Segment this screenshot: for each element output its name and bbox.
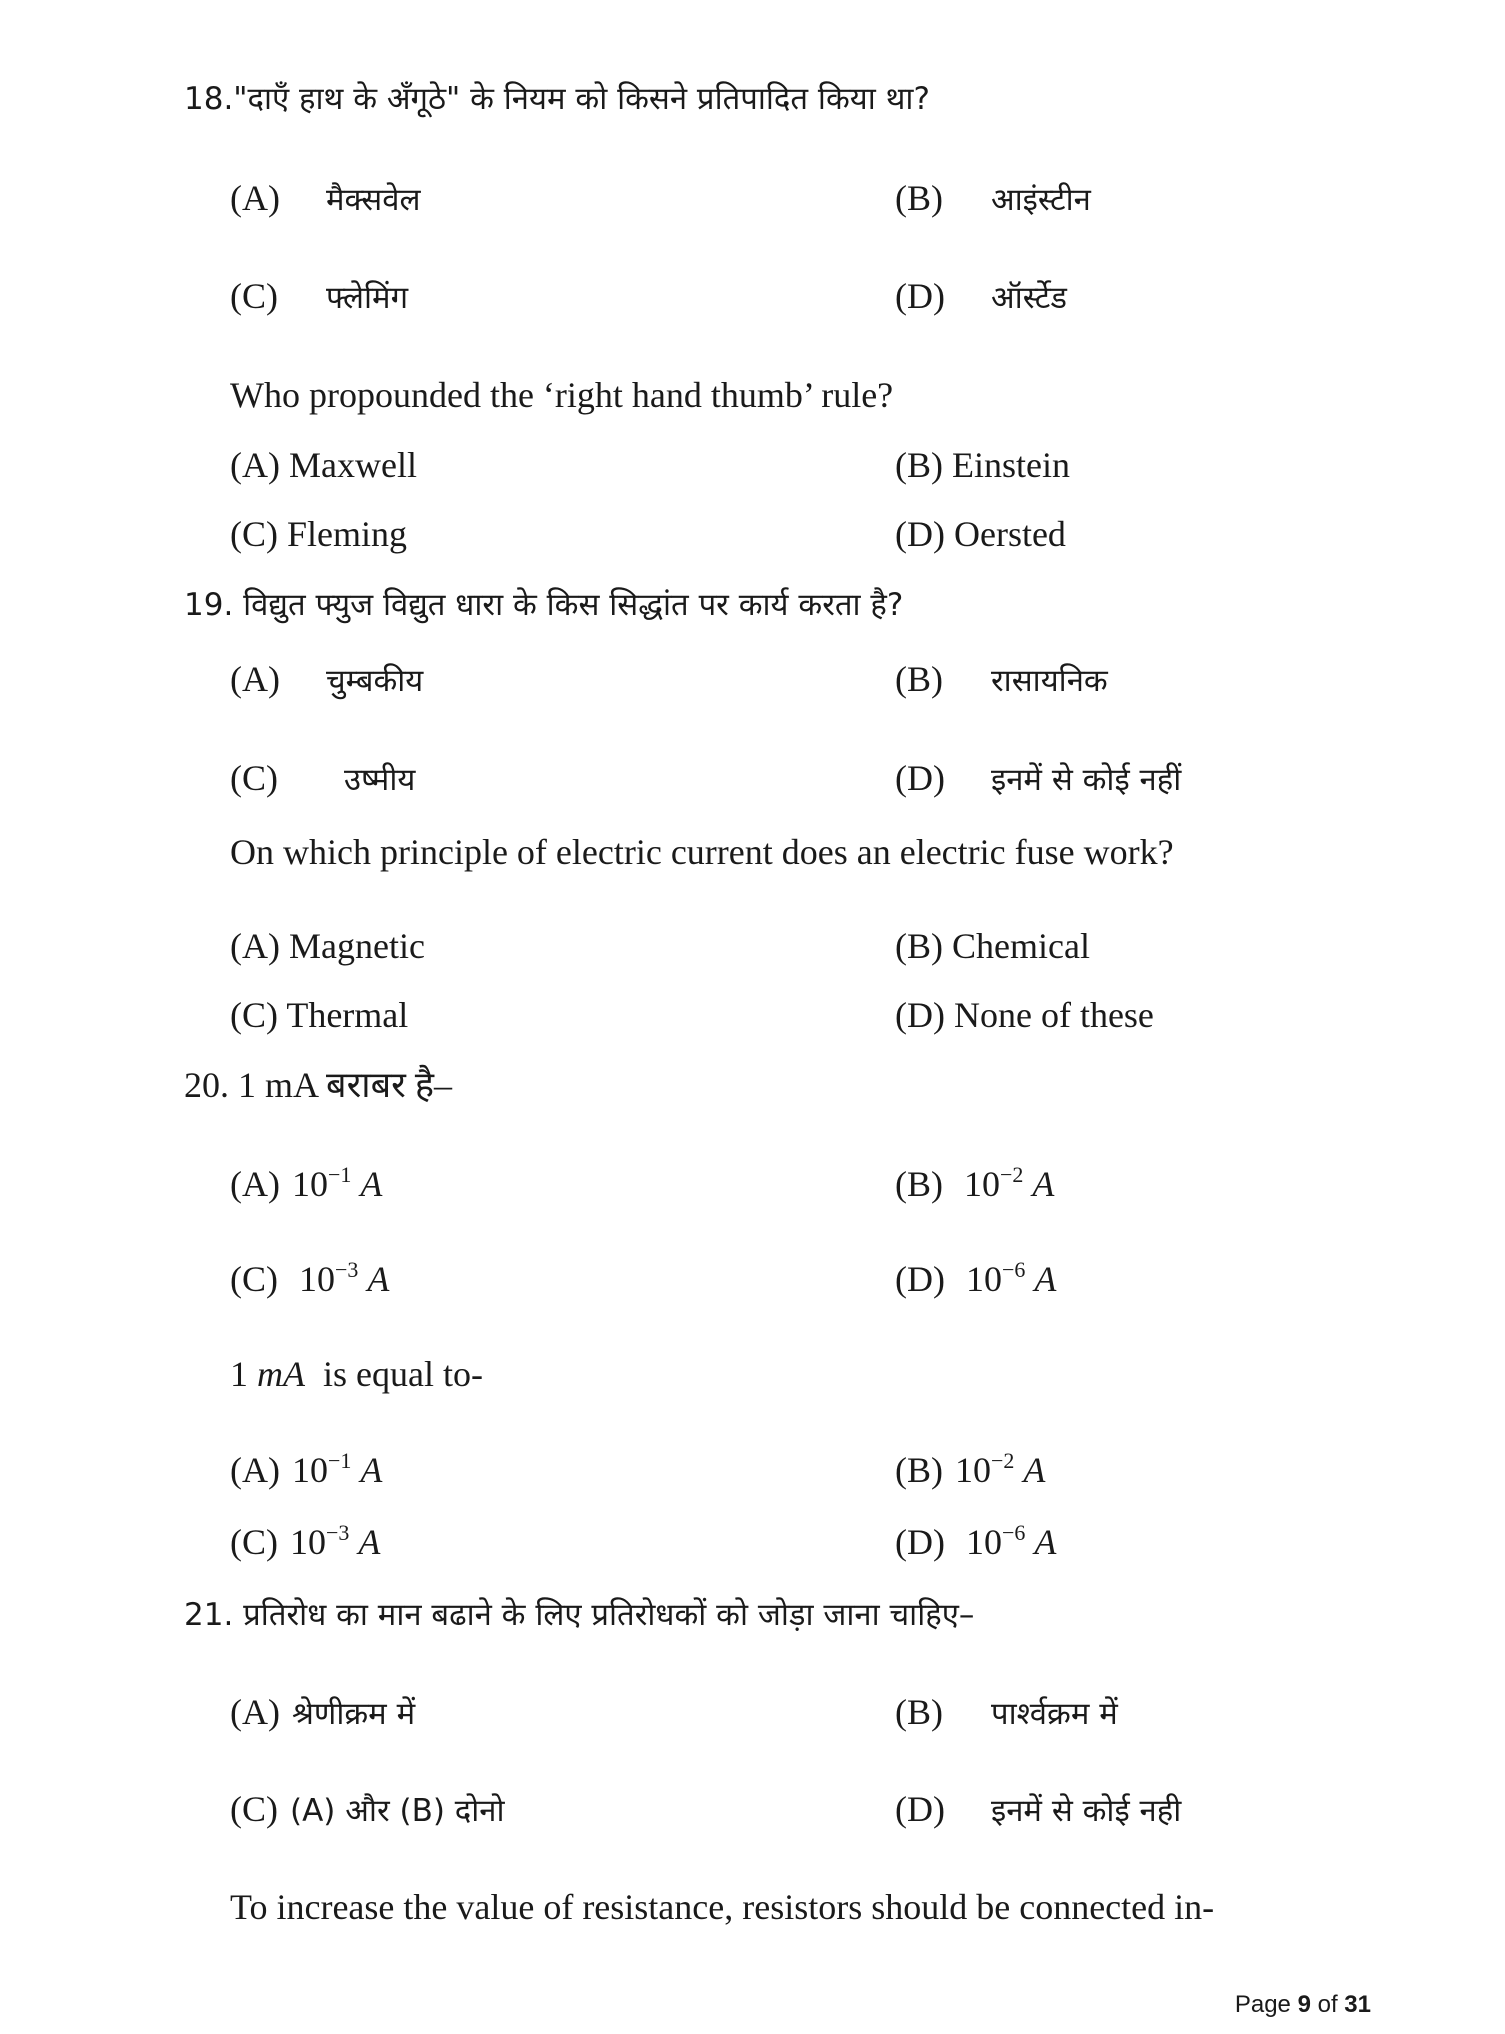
q21-hi-option-b: (B) पार्श्वक्रम में: [895, 1692, 1118, 1732]
q20-hi-option-a: (A) $10^{-1}$ A: [230, 1162, 383, 1204]
q18-en-option-d: (D) Oersted: [895, 514, 1066, 554]
q21-hi-option-d: (D) इनमें से कोई नही: [895, 1789, 1182, 1829]
q20-en-option-a: (A) $10^{-1}$ A: [230, 1448, 383, 1490]
page-number: Page 9 of 31: [1234, 1991, 1371, 2018]
q18-hi-option-b: (B) आइंस्टीन: [895, 178, 1091, 218]
q18-hindi: 18."दाएँ हाथ के अँगूठे" के नियम को किसने प्रतिपादित किया था?: [184, 81, 930, 117]
q19-en-option-d: (D) None of these: [895, 995, 1154, 1035]
q18-en-option-c: (C) Fleming: [230, 514, 407, 554]
q19-english: On which principle of electric current does an electric fuse work?: [230, 832, 1174, 872]
q20-en-option-b: (B) $10^{-2}$ A: [895, 1448, 1046, 1490]
q18-english: Who propounded the ‘right hand thumb’ rule?: [230, 375, 894, 415]
q20-english: 1 mA is equal to-: [230, 1354, 483, 1394]
q20-en-option-c: (C) $10^{-3}$ A: [230, 1520, 381, 1562]
q19-hi-option-c: (C) उष्मीय: [230, 758, 416, 798]
q19-hi-option-b: (B) रासायनिक: [895, 659, 1108, 699]
q18-en-option-b: (B) Einstein: [895, 445, 1070, 485]
q21-hindi: 21. प्रतिरोध का मान बढाने के लिए प्रतिरोधकों को जोड़ा जाना चाहिए–: [184, 1597, 975, 1633]
q20-en-option-d: (D) $10^{-6}$ A: [895, 1520, 1057, 1562]
q18-hi-option-a: (A) मैक्सवेल: [230, 178, 421, 218]
q20-hi-option-b: (B) $10^{-2}$ A: [895, 1162, 1055, 1204]
q18-hi-option-c: (C) फ्लेमिंग: [230, 276, 409, 316]
q21-hi-option-c: (C) (A) और (B) दोनो: [230, 1789, 505, 1829]
q19-hindi: 19. विद्युत फ्युज विद्युत धारा के किस सिद्धांत पर कार्य करता है?: [184, 587, 904, 623]
q19-en-option-b: (B) Chemical: [895, 926, 1090, 966]
q18-hi-option-d: (D) ऑर्स्टेड: [895, 276, 1067, 316]
q21-english: To increase the value of resistance, resistors should be connected in-: [230, 1887, 1215, 1927]
q20-hi-option-c: (C) $10^{-3}$ A: [230, 1257, 390, 1299]
q19-en-option-c: (C) Thermal: [230, 995, 409, 1035]
q19-en-option-a: (A) Magnetic: [230, 926, 425, 966]
q21-hi-option-a: (A) श्रेणीक्रम में: [230, 1692, 416, 1732]
q19-hi-option-d: (D) इनमें से कोई नहीं: [895, 758, 1182, 798]
q19-hi-option-a: (A) चुम्बकीय: [230, 659, 424, 699]
q20-hindi: 20. 1 mA बराबर है–: [184, 1065, 453, 1105]
q18-en-option-a: (A) Maxwell: [230, 445, 417, 485]
q20-hi-option-d: (D) $10^{-6}$ A: [895, 1257, 1057, 1299]
